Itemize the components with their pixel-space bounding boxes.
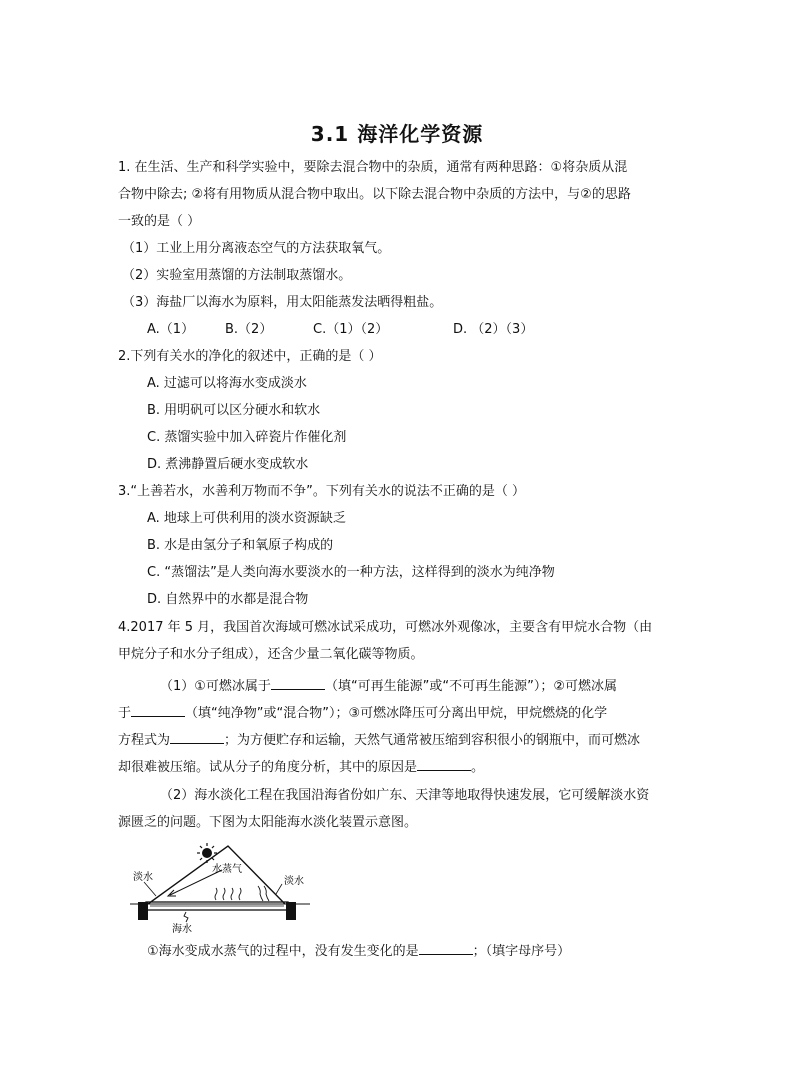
q2-option-d: D. 煮沸静置后硬水变成软水 <box>147 457 309 472</box>
q4-part1-line-3-a: 方程式为 <box>118 733 171 748</box>
q2-option-c: C. 蒸馏实验中加入碎瓷片作催化剂 <box>147 430 347 445</box>
q1-options <box>147 320 707 340</box>
page-title: 3.1 海洋化学资源 <box>310 122 484 146</box>
label-water-vapor: 水蒸气 <box>212 864 242 875</box>
q4-part1-line-1-a: （1）①可燃冰属于 <box>160 679 271 694</box>
q1-option-b: B.（2） <box>225 322 273 337</box>
q2-stem: 2.下列有关水的净化的叙述中，正确的是（ ） <box>118 349 382 364</box>
q4-part1-line-3 <box>118 729 678 751</box>
q4-part1-line-4-b: 。 <box>471 760 485 775</box>
answer-blank-3[interactable] <box>170 729 224 744</box>
q4-part1-line-2-b: （填“纯净物”或“混合物”）；③可燃冰降压可分离出甲烷，甲烷燃烧的化学 <box>185 706 608 721</box>
q4-intro-line-1: 4.2017 年 5 月，我国首次海域可燃冰试采成功，可燃冰外观像冰，主要含有甲烷水合物（由 <box>118 620 653 635</box>
label-sea-water: 海水 <box>172 924 192 935</box>
q3-option-b: B. 水是由氢分子和氧原子构成的 <box>147 538 334 553</box>
q2-option-a: A. 过滤可以将海水变成淡水 <box>147 376 307 391</box>
q4-part1-line-4 <box>118 756 678 778</box>
label-fresh-water-right: 淡水 <box>284 876 304 887</box>
answer-blank-5[interactable] <box>419 940 473 955</box>
q1-option-d: D. （2）（3） <box>453 322 534 337</box>
q4-part1-line-1-b: （填“可再生能源”或“不可再生能源”）；②可燃冰属 <box>324 679 618 694</box>
vapor-lines <box>215 886 269 901</box>
q4-sub1-b: ；（填字母序号） <box>472 944 571 959</box>
label-fresh-water-left: 淡水 <box>133 872 153 883</box>
q4-part2-line-2: 源匮乏的问题。下图为太阳能海水淡化装置示意图。 <box>118 815 418 830</box>
q1-stem-line-1: 1. 在生活、生产和科学实验中，要除去混合物中的杂质，通常有两种思路：①将杂质从混 <box>118 160 628 175</box>
q1-option-c: C.（1）（2） <box>313 322 389 337</box>
q1-stem-line-2: 合物中除去; ②将有用物质从混合物中取出。以下除去混合物中杂质的方法中，与②的思路 <box>118 187 631 202</box>
q4-part1-line-2 <box>118 702 678 724</box>
q3-option-a: A. 地球上可供利用的淡水资源缺乏 <box>147 511 346 526</box>
sun-icon <box>197 843 217 863</box>
q3-stem: 3.“上善若水，水善利万物而不争”。下列有关水的说法不正确的是（ ） <box>118 484 526 499</box>
q4-intro-line-2: 甲烷分子和水分子组成），还含少量二氧化碳等物质。 <box>118 647 424 662</box>
answer-blank-1[interactable] <box>271 675 325 690</box>
q1-item-2: （2）实验室用蒸馏的方法制取蒸馏水。 <box>122 268 352 283</box>
q4-part1-line-2-a: 于 <box>118 706 132 721</box>
left-support <box>138 902 148 920</box>
q1-item-1: （1）工业上用分离液态空气的方法获取氧气。 <box>122 241 391 256</box>
q4-sub1 <box>147 940 707 962</box>
q4-part1-line-3-b: ；为方便贮存和运输，天然气通常被压缩到容积很小的钢瓶中，而可燃冰 <box>224 733 641 748</box>
q4-part1-line-4-a: 却很难被压缩。试从分子的角度分析，其中的原因是 <box>118 760 418 775</box>
q3-option-c: C. “蒸馏法”是人类向海水要淡水的一种方法，这样得到的淡水为纯净物 <box>147 565 555 580</box>
right-support <box>286 902 296 920</box>
q1-item-3: （3）海盐厂以海水为原料，用太阳能蒸发法晒得粗盐。 <box>122 295 443 310</box>
q1-stem-line-3: 一致的是（ ） <box>118 214 201 229</box>
q2-option-b: B. 用明矾可以区分硬水和软水 <box>147 403 321 418</box>
sea-pointer <box>184 912 188 922</box>
q4-part2-line-1: （2）海水淡化工程在我国沿海省份如广东、天津等地取得快速发展，它可缓解淡水资 <box>160 788 650 803</box>
q4-part1-line-1 <box>160 675 720 697</box>
solar-desalination-diagram <box>130 840 310 935</box>
q1-option-a: A.（1） <box>147 322 195 337</box>
answer-blank-2[interactable] <box>131 702 185 717</box>
q4-sub1-a: ①海水变成水蒸气的过程中，没有发生变化的是 <box>147 944 419 959</box>
answer-blank-4[interactable] <box>417 756 471 771</box>
q3-option-d: D. 自然界中的水都是混合物 <box>147 592 309 607</box>
